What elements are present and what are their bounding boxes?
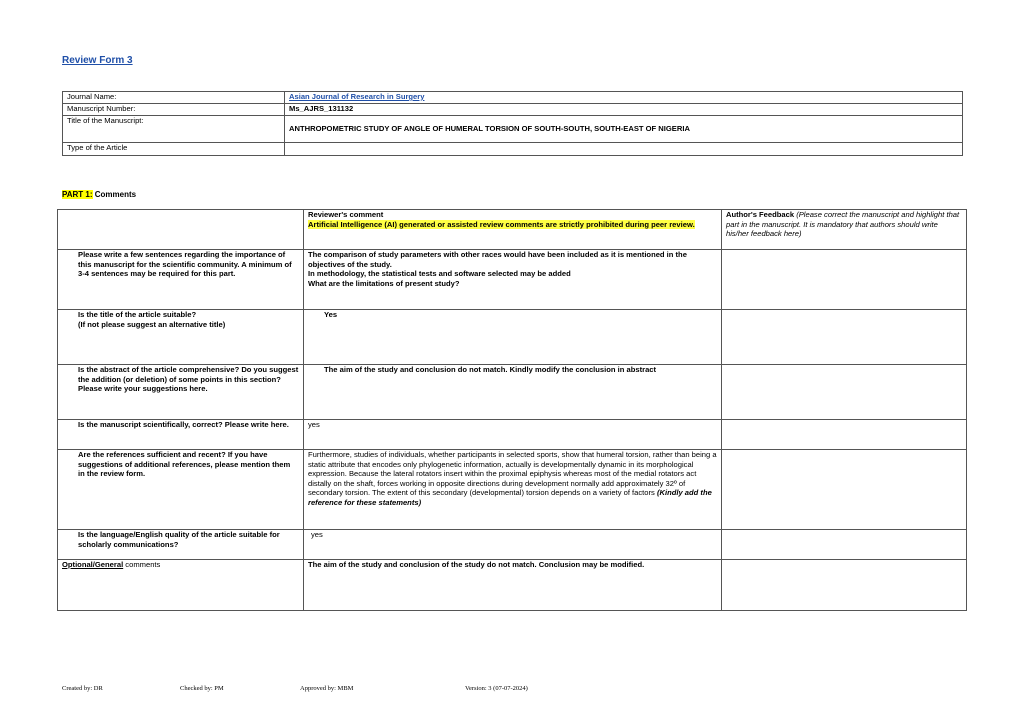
comment-cell: yes xyxy=(304,420,722,450)
article-type-value xyxy=(285,143,963,156)
footer-created-by: Created by: DR xyxy=(62,685,103,692)
form-title: Review Form 3 xyxy=(62,55,133,66)
author-feedback-cell[interactable] xyxy=(722,250,967,310)
comment-cell: The aim of the study and conclusion of the study do not match. Conclusion may be modified. xyxy=(304,560,722,611)
table-row xyxy=(58,420,967,450)
table-header-row xyxy=(58,210,967,250)
optional-general-label: Optional/General xyxy=(62,560,124,569)
author-header-cell xyxy=(722,210,967,250)
comment-cell: yes xyxy=(304,530,722,560)
question-cell xyxy=(58,310,304,365)
manuscript-info-table xyxy=(62,91,963,156)
part1-heading xyxy=(62,190,136,199)
author-feedback-cell[interactable] xyxy=(722,365,967,420)
journal-link[interactable]: Asian Journal of Research in Surgery xyxy=(289,92,425,101)
author-feedback-cell[interactable] xyxy=(722,560,967,611)
table-row xyxy=(58,250,967,310)
author-feedback-cell[interactable] xyxy=(722,530,967,560)
header-empty-cell xyxy=(58,210,304,250)
author-feedback-title: Author's Feedback xyxy=(726,210,795,219)
question-cell: Is the language/English quality of the article suitable for scholarly communications? xyxy=(58,530,304,560)
table-row xyxy=(58,530,967,560)
reviewer-header-cell xyxy=(304,210,722,250)
question-cell: Is the manuscript scientifically, correct? Please write here. xyxy=(58,420,304,450)
comment-cell: The aim of the study and conclusion do not match. Kindly modify the conclusion in abstract xyxy=(304,365,722,420)
footer-checked-by: Checked by: PM xyxy=(180,685,224,692)
reference-comment-text: Furthermore, studies of individuals, whether participants in selected sports, show that humeral torsion, rather than being a static attribute that encodes only phylogenetic information, actually is developmentally dynamic in its morphological expression. Because the lateral rotators insert within the proximal epiphysis whereas most of the medial rotators act distally on the shaft, forces working in opposite directions during development normally add approximately 32º of secondary torsion. The extent of this secondary (developmental) torsion depends on a variety of factors xyxy=(308,450,717,498)
title-label: Title of the Manuscript: xyxy=(63,116,285,143)
table-row xyxy=(58,450,967,530)
comments-table xyxy=(57,209,967,611)
manuscript-number-value: Ms_AJRS_131132 xyxy=(285,104,963,116)
author-feedback-cell[interactable] xyxy=(722,310,967,365)
journal-label: Journal Name: xyxy=(63,92,285,104)
optional-comments-label-cell xyxy=(58,560,304,611)
part1-title: Comments xyxy=(94,190,137,199)
footer-version: Version: 3 (07-07-2024) xyxy=(465,685,528,692)
ai-warning-text: Artificial Intelligence (AI) generated or assisted review comments are strictly prohibited during peer review. xyxy=(308,219,695,229)
comment-line: What are the limitations of present study? xyxy=(308,278,460,288)
comments-label: comments xyxy=(123,560,161,569)
table-row xyxy=(58,365,967,420)
reference-comment-emphasis: (Kindly add the reference for these statements) xyxy=(308,488,712,507)
table-row xyxy=(58,310,967,365)
footer-approved-by: Approved by: MBM xyxy=(300,685,354,692)
question-cell: Are the references sufficient and recent? If you have suggestions of additional references, please mention them in the review form. xyxy=(58,450,304,530)
part1-label: PART 1: xyxy=(62,190,93,199)
title-value: ANTHROPOMETRIC STUDY OF ANGLE OF HUMERAL TORSION OF SOUTH-SOUTH, SOUTH-EAST OF NIGERIA xyxy=(285,116,963,143)
comment-cell xyxy=(304,450,722,530)
author-feedback-cell[interactable] xyxy=(722,450,967,530)
author-feedback-cell[interactable] xyxy=(722,420,967,450)
question-line: Is the title of the article suitable? xyxy=(78,310,197,319)
reviewer-comment-title: Reviewer's comment xyxy=(308,210,384,219)
table-row xyxy=(58,560,967,611)
question-cell: Please write a few sentences regarding the importance of this manuscript for the scientific community. A minimum of 3-4 sentences may be required for this part. xyxy=(58,250,304,310)
author-feedback-note: (Please correct the manuscript and highlight that part in the manuscript. It is mandatory that authors should write his/her feedback here) xyxy=(726,210,960,239)
comment-line: The comparison of study parameters with other races would have been included as it is mentioned in the objectives of the study. xyxy=(308,250,687,269)
question-line: (If not please suggest an alternative title) xyxy=(78,319,226,329)
comment-line: In methodology, the statistical tests and software selected may be added xyxy=(308,269,571,279)
comment-cell xyxy=(304,250,722,310)
article-type-label: Type of the Article xyxy=(63,143,285,156)
comment-cell: Yes xyxy=(304,310,722,365)
question-cell: Is the abstract of the article comprehensive? Do you suggest the addition (or deletion) of some points in this section? Please write your suggestions here. xyxy=(58,365,304,420)
manuscript-number-label: Manuscript Number: xyxy=(63,104,285,116)
